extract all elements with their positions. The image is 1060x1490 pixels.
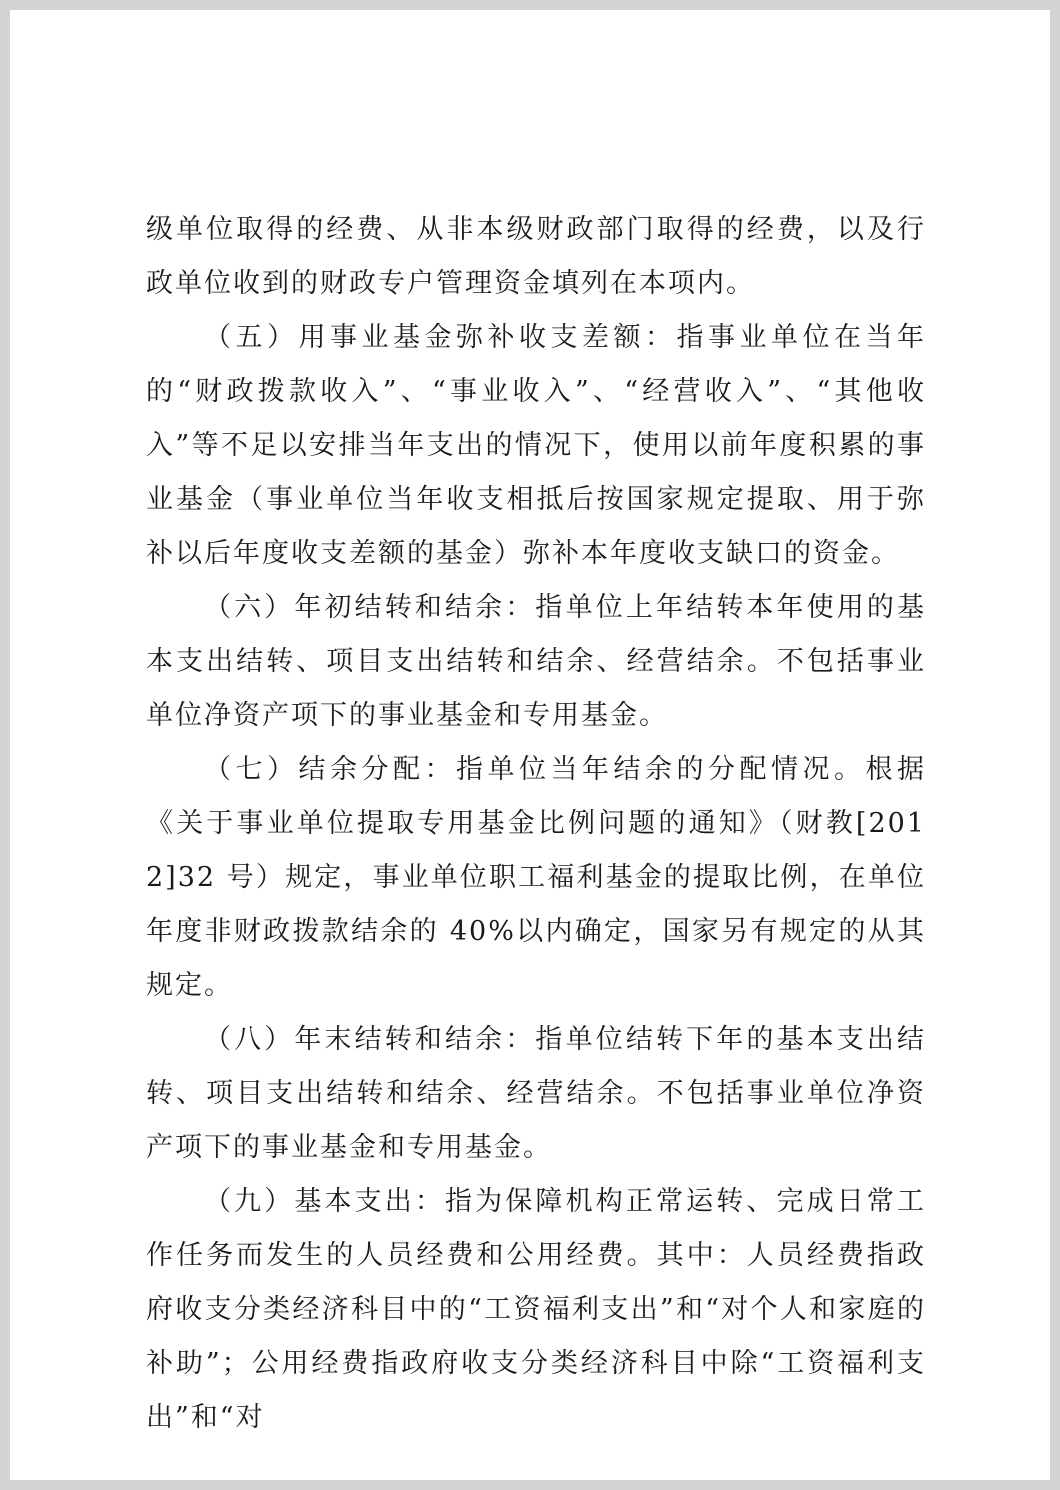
document-page <box>10 10 1050 1480</box>
paragraph-item-5: （五）用事业基金弥补收支差额：指事业单位在当年的“财政拨款收入”、“事业收入”、“经营收入”、“其他收入”等不足以安排当年支出的情况下，使用以前年度积累的事业基金（事业单位当年收支相抵后按国家规定提取、用于弥补以后年度收支差额的基金）弥补本年度收支缺口的资金。 <box>146 322 926 569</box>
paragraph-item-7: （七）结余分配：指单位当年结余的分配情况。根据《关于事业单位提取专用基金比例问题的通知》（财教[2012]32 号）规定，事业单位职工福利基金的提取比例，在单位年度非财政拨款结余的 40%以内确定，国家另有规定的从其规定。 <box>146 754 926 1001</box>
paragraph-continuation: 级单位取得的经费、从非本级财政部门取得的经费，以及行政单位收到的财政专户管理资金填列在本项内。 <box>146 214 926 299</box>
paragraph-item-6: （六）年初结转和结余：指单位上年结转本年使用的基本支出结转、项目支出结转和结余、经营结余。不包括事业单位净资产项下的事业基金和专用基金。 <box>146 592 926 731</box>
paragraph-item-9: （九）基本支出：指为保障机构正常运转、完成日常工作任务而发生的人员经费和公用经费。其中：人员经费指政府收支分类经济科目中的“工资福利支出”和“对个人和家庭的补助”；公用经费指政府收支分类经济科目中除“工资福利支出”和“对 <box>146 1186 926 1433</box>
paragraph-item-8: （八）年末结转和结余：指单位结转下年的基本支出结转、项目支出结转和结余、经营结余。不包括事业单位净资产项下的事业基金和专用基金。 <box>146 1024 926 1163</box>
document-body <box>146 203 926 1445</box>
